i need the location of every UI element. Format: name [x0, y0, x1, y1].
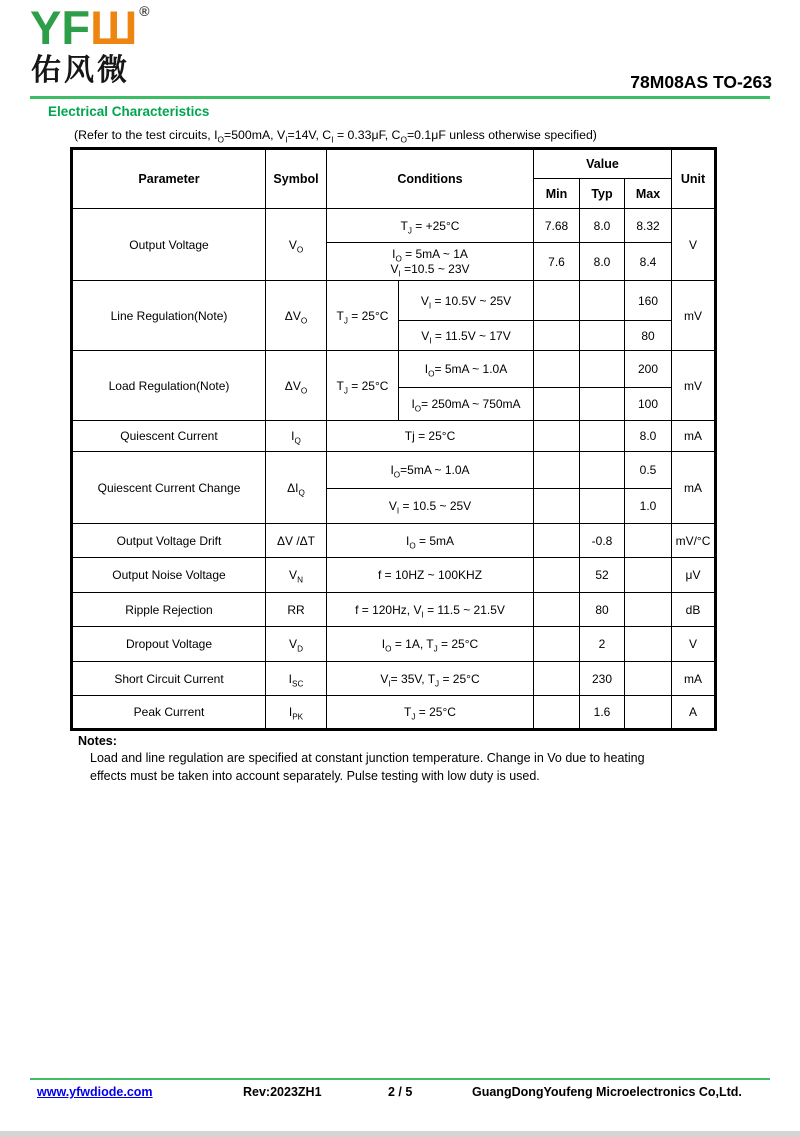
electrical-characteristics-table	[70, 147, 717, 731]
max-cell	[625, 558, 672, 593]
typ-cell: 1.6	[580, 696, 625, 730]
max-cell: 200	[625, 351, 672, 388]
footer-divider	[30, 1078, 770, 1080]
column-header-parameter: Parameter	[72, 149, 266, 209]
max-cell: 160	[625, 281, 672, 321]
typ-cell	[580, 489, 625, 524]
condition-cell: $V_I = 11.5V$ ~ 17V	[399, 321, 534, 351]
unit-cell: mA	[672, 662, 716, 696]
typ-cell	[580, 321, 625, 351]
condition-cell: $I_O= 5mA$ ~ 1.0A	[399, 351, 534, 388]
min-cell: 7.68	[534, 209, 580, 243]
logo-chinese-name: 佑风微	[31, 54, 130, 87]
column-header-unit: Unit	[672, 149, 716, 209]
page-number: 2 / 5	[388, 1085, 413, 1099]
typ-cell	[580, 421, 625, 452]
unit-cell: mV/°C	[672, 524, 716, 558]
section-heading: Electrical Characteristics	[48, 104, 210, 119]
min-cell	[534, 696, 580, 730]
param-cell: Output Voltage Drift	[72, 524, 266, 558]
min-cell	[534, 421, 580, 452]
symbol-cell: $V_O$	[266, 209, 327, 281]
unit-cell: V	[672, 627, 716, 662]
typ-cell: 2	[580, 627, 625, 662]
company-name: GuangDongYoufeng Microelectronics Co,Ltd.	[472, 1085, 742, 1099]
condition-cell: $T_J = +25^\circ C$	[327, 209, 534, 243]
max-cell: 8.4	[625, 243, 672, 281]
typ-cell	[580, 281, 625, 321]
column-header-value: Value	[534, 149, 672, 179]
typ-cell	[580, 452, 625, 489]
min-cell	[534, 351, 580, 388]
max-cell: 100	[625, 388, 672, 421]
column-header-conditions: Conditions	[327, 149, 534, 209]
max-cell: 80	[625, 321, 672, 351]
max-cell	[625, 696, 672, 730]
brand-logo	[30, 1, 150, 54]
max-cell: 0.5	[625, 452, 672, 489]
typ-cell: -0.8	[580, 524, 625, 558]
notes-title: Notes:	[78, 734, 117, 748]
param-cell: Short Circuit Current	[72, 662, 266, 696]
typ-cell: 8.0	[580, 209, 625, 243]
condition-cell: f = 10HZ ~ 100KHZ	[327, 558, 534, 593]
min-cell	[534, 489, 580, 524]
condition-cell: $V_I= 35V$, $T_J = 25^\circ C$	[327, 662, 534, 696]
condition-cell: $T_J = 25^\circ C$	[327, 281, 399, 351]
column-header-max: Max	[625, 179, 672, 209]
symbol-cell: $I_Q$	[266, 421, 327, 452]
param-cell: Load Regulation(Note)	[72, 351, 266, 421]
typ-cell	[580, 351, 625, 388]
registered-trademark-icon: ®	[139, 3, 150, 19]
part-number-title: 78M08AS TO-263	[630, 72, 772, 92]
min-cell	[534, 558, 580, 593]
unit-cell: mA	[672, 452, 716, 524]
header-divider	[30, 96, 770, 99]
min-cell: 7.6	[534, 243, 580, 281]
symbol-cell: RR	[266, 593, 327, 627]
symbol-cell: $I_{PK}$	[266, 696, 327, 730]
condition-cell: $T_J = 25^\circ C$	[327, 696, 534, 730]
min-cell	[534, 524, 580, 558]
condition-cell: $I_O= 250mA$ ~ 750mA	[399, 388, 534, 421]
notes-text-line: Load and line regulation are specified at constant junction temperature. Change in Vo due to heating	[90, 751, 645, 765]
condition-line: $V_I =10.5$ ~ 23V	[390, 261, 470, 278]
symbol-cell: $\Delta V_O$	[266, 281, 327, 351]
min-cell	[534, 662, 580, 696]
param-cell: Quiescent Current Change	[72, 452, 266, 524]
notes-section	[78, 734, 645, 785]
website-link[interactable]: www.yfwdiode.com	[37, 1085, 153, 1099]
revision-label: Rev:2023ZH1	[243, 1085, 322, 1099]
max-cell	[625, 593, 672, 627]
condition-cell: $I_O=5mA$ ~ 1.0A	[327, 452, 534, 489]
condition-cell: Tj = 25°C	[327, 421, 534, 452]
max-cell: 8.0	[625, 421, 672, 452]
typ-cell: 52	[580, 558, 625, 593]
symbol-cell: $I_{SC}$	[266, 662, 327, 696]
unit-cell: mV	[672, 281, 716, 351]
param-cell: Ripple Rejection	[72, 593, 266, 627]
condition-cell: f = 120Hz, $V_I = 11.5$ ~ 21.5V	[327, 593, 534, 627]
condition-cell: $T_J = 25^\circ C$	[327, 351, 399, 421]
condition-line: $I_O = 5mA$ ~ 1A	[392, 246, 468, 263]
symbol-cell: $V_N$	[266, 558, 327, 593]
min-cell	[534, 452, 580, 489]
min-cell	[534, 321, 580, 351]
symbol-cell: ΔV /ΔT	[266, 524, 327, 558]
symbol-cell: $\Delta V_O$	[266, 351, 327, 421]
column-header-typ: Typ	[580, 179, 625, 209]
column-header-symbol: Symbol	[266, 149, 327, 209]
min-cell	[534, 388, 580, 421]
logo-yf-text: YF	[30, 1, 91, 54]
max-cell	[625, 524, 672, 558]
min-cell	[534, 627, 580, 662]
logo-w-mark: Ш	[90, 1, 138, 54]
typ-cell: 8.0	[580, 243, 625, 281]
unit-cell: V	[672, 209, 716, 281]
page-bottom-edge	[0, 1131, 800, 1137]
symbol-cell: $\Delta I_Q$	[266, 452, 327, 524]
max-cell: 1.0	[625, 489, 672, 524]
condition-cell	[327, 243, 534, 281]
column-header-min: Min	[534, 179, 580, 209]
test-conditions-note: (Refer to the test circuits, $I_O=500mA$, $V_I=14V$, $C_I = 0.33\mu F$, $C_O=0.1\mu F$ unless otherwise specified)	[74, 128, 597, 145]
min-cell	[534, 281, 580, 321]
unit-cell: μV	[672, 558, 716, 593]
param-cell: Peak Current	[72, 696, 266, 730]
typ-cell: 230	[580, 662, 625, 696]
param-cell: Quiescent Current	[72, 421, 266, 452]
condition-cell: $V_I = 10.5$ ~ 25V	[327, 489, 534, 524]
max-cell	[625, 627, 672, 662]
unit-cell: dB	[672, 593, 716, 627]
typ-cell: 80	[580, 593, 625, 627]
condition-cell: $I_O = 1A$, $T_J = 25^\circ C$	[327, 627, 534, 662]
unit-cell: mA	[672, 421, 716, 452]
param-cell: Dropout Voltage	[72, 627, 266, 662]
unit-cell: A	[672, 696, 716, 730]
min-cell	[534, 593, 580, 627]
unit-cell: mV	[672, 351, 716, 421]
max-cell: 8.32	[625, 209, 672, 243]
param-cell: Line Regulation(Note)	[72, 281, 266, 351]
typ-cell	[580, 388, 625, 421]
condition-cell: $I_O = 5mA$	[327, 524, 534, 558]
notes-text-line: effects must be taken into account separately. Pulse testing with low duty is used.	[90, 769, 540, 783]
symbol-cell: $V_D$	[266, 627, 327, 662]
max-cell	[625, 662, 672, 696]
condition-cell: $V_I = 10.5V$ ~ 25V	[399, 281, 534, 321]
param-cell: Output Noise Voltage	[72, 558, 266, 593]
param-cell: Output Voltage	[72, 209, 266, 281]
